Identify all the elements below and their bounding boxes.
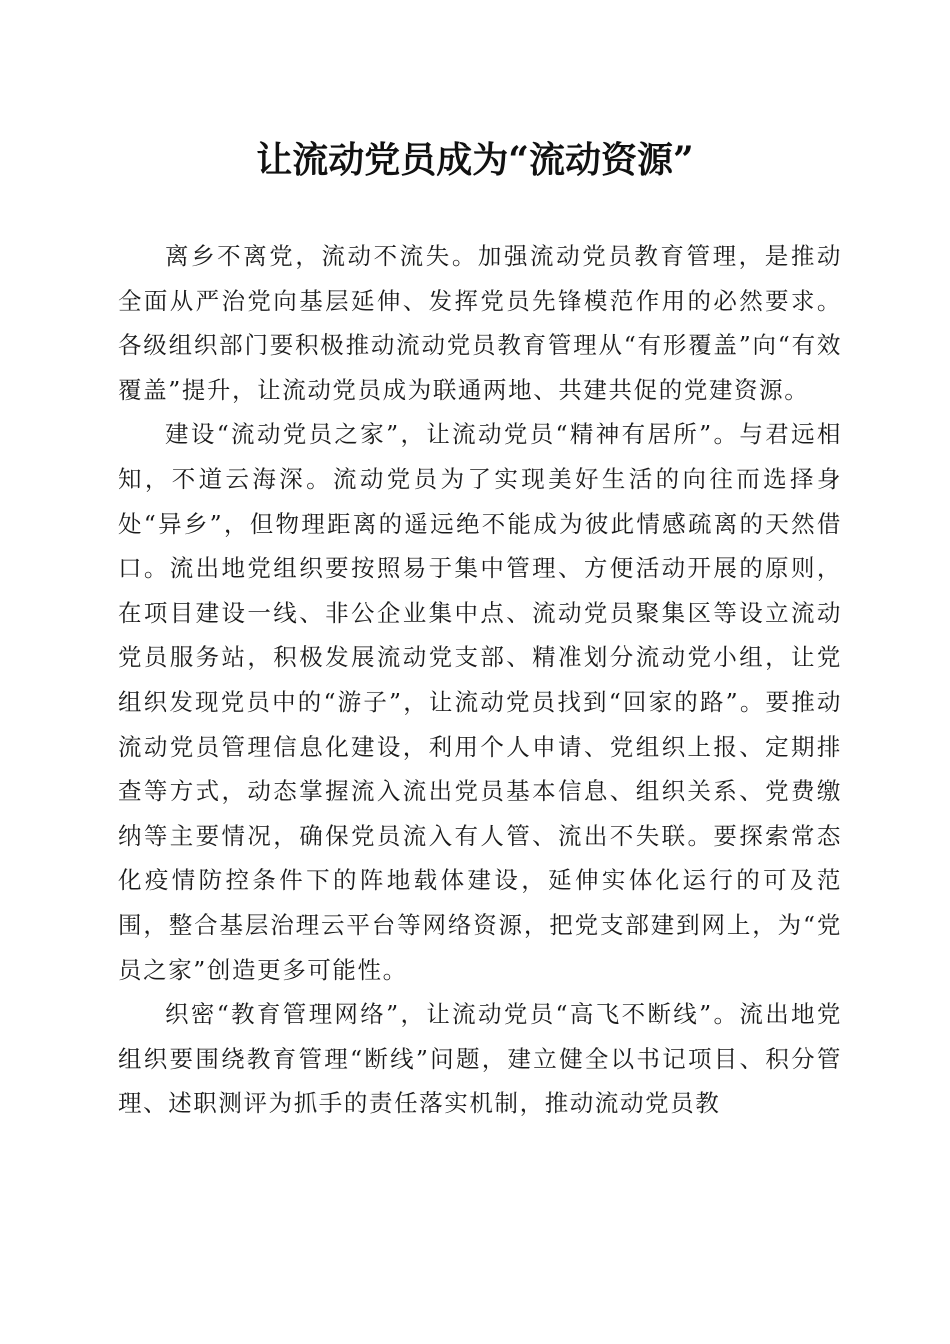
paragraph: 离乡不离党，流动不流失。加强流动党员教育管理，是推动全面从严治党向基层延伸、发挥党员先锋模范作用的必然要求。各级组织部门要积极推动流动党员教育管理从“有形覆盖”向“有效覆盖”提升，让流动党员成为联通两地、共建共促的党建资源。: [118, 242, 842, 404]
document-body: [118, 234, 842, 1126]
paragraph: 建设“流动党员之家”，让流动党员“精神有居所”。与君远相知，不道云海深。流动党员为了实现美好生活的向往而选择身处“异乡”，但物理距离的遥远绝不能成为彼此情感疏离的天然借口。流出地党组织要按照易于集中管理、方便活动开展的原则，在项目建设一线、非公企业集中点、流动党员聚集区等设立流动党员服务站，积极发展流动党支部、精准划分流动党小组，让党组织发现党员中的“游子”，让流动党员找到“回家的路”。要推动流动党员管理信息化建设，利用个人申请、党组织上报、定期排查等方式，动态掌握流入流出党员基本信息、组织关系、党费缴纳等主要情况，确保党员流入有人管、流出不失联。要探索常态化疫情防控条件下的阵地载体建设，延伸实体化运行的可及范围，整合基层治理云平台等网络资源，把党支部建到网上，为“党员之家”创造更多可能性。: [118, 420, 842, 984]
document-title: 让流动党员成为“流动资源”: [256, 139, 694, 181]
paragraph: 织密“教育管理网络”，让流动党员“高飞不断线”。流出地党组织要围绕教育管理“断线”问题，建立健全以书记项目、积分管理、述职测评为抓手的责任落实机制，推动流动党员教: [118, 1000, 842, 1118]
